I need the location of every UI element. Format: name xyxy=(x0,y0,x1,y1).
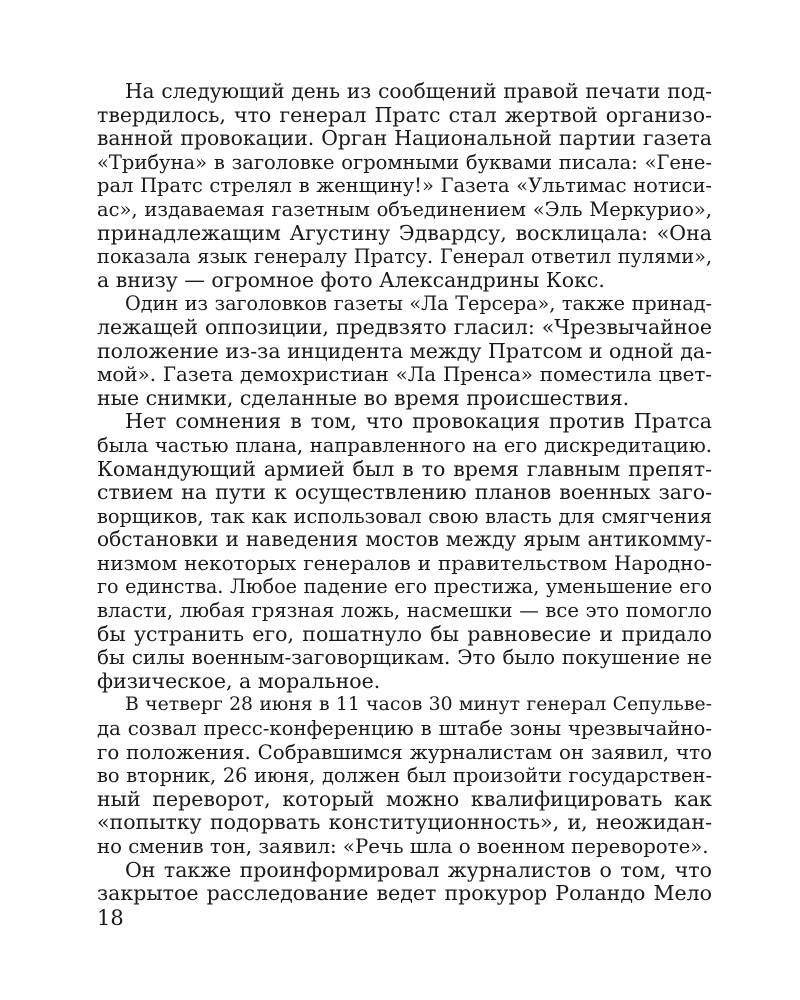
text-line: обстановки и наведения мостов между ярым антикомму- xyxy=(97,527,712,552)
text-line: положение из-за инцидента между Пратсом и одной да- xyxy=(97,338,712,363)
body-text xyxy=(97,80,712,906)
text-line: ворщиков, так как использовал свою власть для смягчения xyxy=(97,504,712,528)
text-line: Он также проинформировал журналистов о том, что xyxy=(125,857,712,882)
text-line: да созвал пресс-конференцию в штабе зоны чрезвычайно- xyxy=(97,717,712,741)
text-line: бы силы военным-заговорщикам. Это было покушение не xyxy=(97,646,712,670)
text-line: Один из заголовков газеты «Ла Терсера», также принад- xyxy=(125,292,712,316)
text-line: рал Пратс стрелял в женщину!» Газета «Ультимас нотиси- xyxy=(97,174,712,198)
text-line: принадлежащим Агустину Эдвардсу, восклицала: «Она xyxy=(97,220,712,245)
text-line: ствием на пути к осуществлению планов военных заго- xyxy=(97,480,712,505)
text-line: низмом некоторых генералов и правительством Народно- xyxy=(97,551,712,575)
text-line: На следующий день из сообщений правой печати под- xyxy=(125,79,712,103)
page-number: 18 xyxy=(97,906,124,930)
text-line: «Трибуна» в заголовке огромными буквами писала: «Гене- xyxy=(97,150,712,174)
text-line: ванной провокации. Орган Национальной партии газета xyxy=(97,126,712,151)
text-line: а внизу — огромное фото Александрины Кокс. xyxy=(97,267,605,292)
text-line: физическое, а моральное. xyxy=(97,668,381,693)
text-line: ас», издаваемая газетным объединением «Эль Меркурио», xyxy=(97,197,712,221)
text-line: го положения. Собравшимся журналистам он заявил, что xyxy=(97,740,712,764)
text-line: твердилось, что генерал Пратс стал жертвой организо- xyxy=(97,102,712,127)
text-line: бы устранить его, пошатнуло бы равновесие и придало xyxy=(97,621,712,646)
text-line: была частью плана, направленного на его дискредитацию. xyxy=(97,433,712,457)
text-line: показала язык генералу Пратсу. Генерал ответил пулями», xyxy=(97,245,712,269)
text-line: Нет сомнения в том, что провокация против Пратса xyxy=(125,409,712,434)
text-line: во вторник, 26 июня, должен был произойти государствен- xyxy=(97,764,712,788)
text-line: В четверг 28 июня в 11 часов 30 минут генерал Сепульве- xyxy=(125,694,712,716)
text-line: Командующий армией был в то время главным препят- xyxy=(97,456,712,481)
text-line: власти, любая грязная ложь, насмешки — все это помогло xyxy=(97,599,712,623)
text-line: ные снимки, сделанные во время происшествия. xyxy=(97,385,630,410)
text-line: закрытое расследование ведет прокурор Роландо Мело xyxy=(97,881,712,906)
text-line: ный переворот, который можно квалифицировать как xyxy=(97,786,712,811)
text-line: но сменив тон, заявил: «Речь шла о военном перевороте». xyxy=(97,835,709,858)
text-line: мой». Газета демохристиан «Ла Пренса» поместила цвет- xyxy=(97,363,712,387)
text-line: «попытку подорвать конституционность», и, неожидан- xyxy=(97,810,712,835)
text-line: лежащей оппозиции, предвзято гласил: «Чрезвычайное xyxy=(97,314,712,339)
text-line: го единства. Любое падение его престижа, уменьшение его xyxy=(97,575,712,599)
